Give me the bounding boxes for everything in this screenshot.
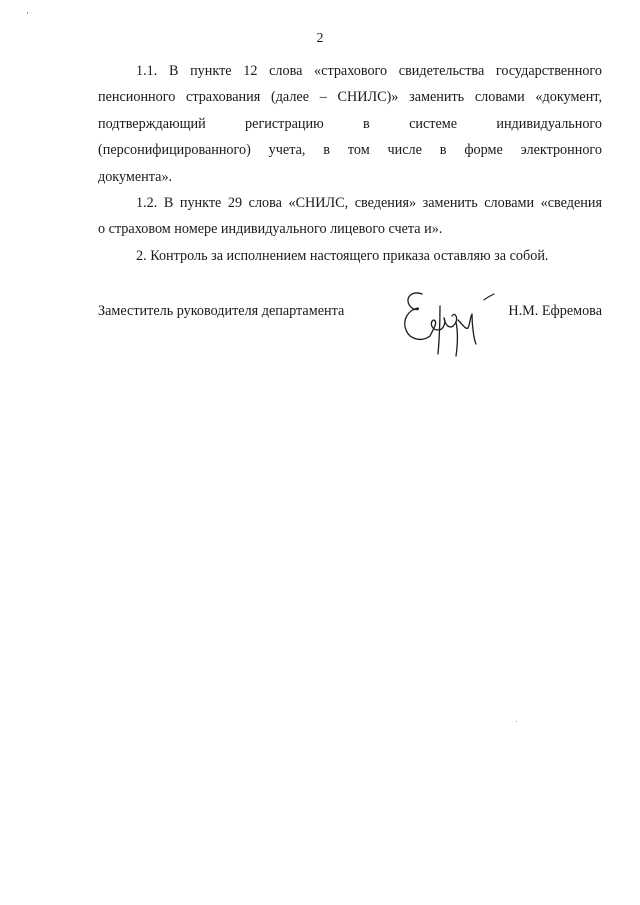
paragraph-1-1 [98,58,602,190]
text-line: 1.1. В пункте 12 слова «страхового свидетельства государственного [136,63,602,79]
text-line: подтверждающий регистрацию в системе индивидуального [98,115,602,132]
signer-position: Заместитель руководителя департамента [98,303,345,319]
text-line: 2. Контроль за исполнением настоящего приказа оставляю за собой. [136,247,549,264]
paragraph-1-2 [98,190,602,243]
scan-speck [516,721,517,722]
text-line: о страховом номере индивидуального лицевого счета и». [98,221,443,238]
signature-block [98,284,602,374]
paragraph-2 [98,243,602,269]
text-line: (персонифицированного) учета, в том числе в форме электронного [98,142,602,159]
signer-name: Н.М. Ефремова [508,303,602,319]
page-number: 2 [316,31,324,46]
text-line: пенсионного страхования (далее – СНИЛС)» заменить словами «документ, [98,89,602,106]
document-body [98,58,602,269]
handwritten-signature [400,284,496,360]
text-line: 1.2. В пункте 29 слова «СНИЛС, сведения» заменить словами «сведения [136,195,602,212]
scan-speck [27,12,28,14]
text-line: документа». [98,168,173,185]
